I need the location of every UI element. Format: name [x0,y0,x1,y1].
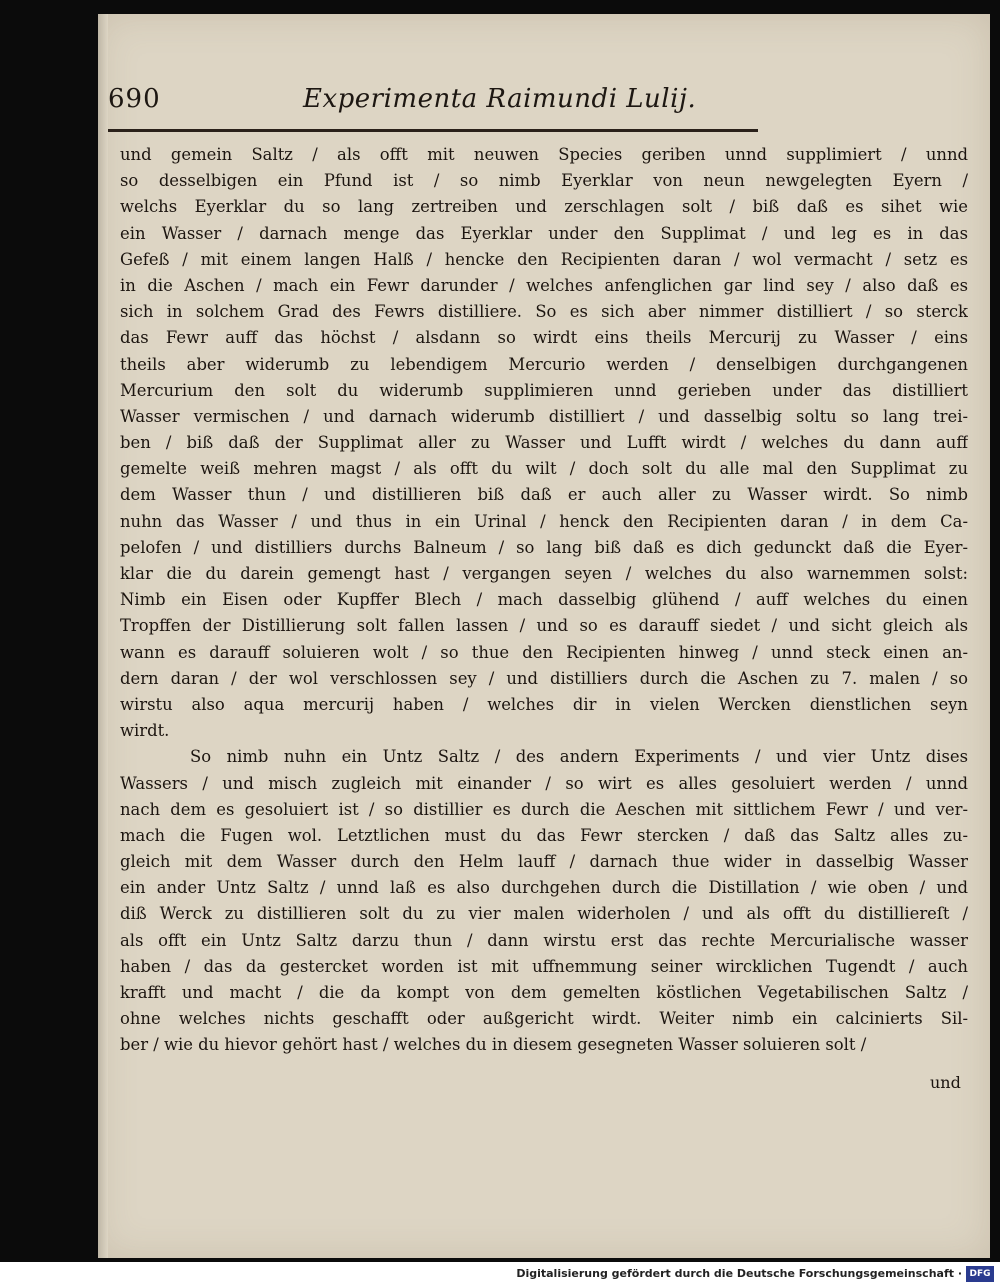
text-line: wirdt. [120,721,170,741]
text-line: nach dem es gesoluiert ist / so distillier es durch die Aeschen mit sittlichem Fewr / und ver- [120,799,968,819]
text-line: nuhn das Wasser / und thus in ein Urinal / henck den Recipienten daran / in dem Ca- [120,511,968,531]
body-text [120,142,968,1059]
page-number: 690 [108,84,161,114]
text-line: ein Wasser / darnach menge das Eyerklar under den Supplimat / und leg es in das [120,223,968,243]
text-line: ben / biß daß der Supplimat aller zu Wasser und Lufft wirdt / welches du dann auff [120,433,968,453]
text-line: Gefeß / mit einem langen Halß / hencke den Recipienten daran / wol vermacht / setz es [120,249,968,269]
text-line: ein ander Untz Saltz / unnd laß es also durchgehen durch die Distillation / wie oben / und [120,878,968,898]
text-line: und gemein Saltz / als offt mit neuwen Species geriben unnd supplimiert / unnd [120,145,968,164]
text-line: Wassers / und misch zugleich mit einander / so wirt es alles gesoluiert werden / unnd [120,773,968,793]
text-line: in die Aschen / mach ein Fewr darunder / welches anfenglichen gar lind sey / also daß es [120,275,968,295]
text-line: dem Wasser thun / und distillieren biß daß er auch aller zu Wasser wirdt. So nimb [120,485,968,505]
text-line: welchs Eyerklar du so lang zertreiben und zerschlagen solt / biß daß es sihet wie [120,197,968,217]
text-line: pelofen / und distilliers durchs Balneum / so lang biß daß es dich gedunckt daß die Eyer- [120,537,968,557]
text-line: wann es darauff soluieren wolt / so thue den Recipienten hinweg / unnd steck einen an- [120,642,968,662]
funding-notice: Digitalisierung gefördert durch die Deutsche Forschungsgemeinschaft · [516,1267,962,1280]
text-line: Tropffen der Distillierung solt fallen lassen / und so es darauff siedet / und sicht gleich als [120,616,968,636]
header-rule [108,129,758,132]
text-line: mach die Fugen wol. Letztlichen must du das Fewr stercken / daß das Saltz alles zu- [120,825,968,845]
text-line: so desselbigen ein Pfund ist / so nimb Eyerklar von neun newgelegten Eyern / [120,171,968,191]
text-line: Wasser vermischen / und darnach widerumb distilliert / und dasselbig soltu so lang trei- [120,406,968,426]
text-line: klar die du darein gemengt hast / vergangen seyen / welches du also warnemmen solst: [120,564,968,583]
text-line: ber / wie du hievor gehört hast / welches du in diesem gesegneten Wasser soluieren solt / [120,1035,867,1055]
text-line: haben / das da gestercket worden ist mit uffnemmung seiner wircklichen Tugendt / auch [120,956,968,976]
text-line: theils aber widerumb zu lebendigem Mercurio werden / denselbigen durchgangenen [120,354,968,374]
text-line: gemelte weiß mehren magst / als offt du wilt / doch solt du alle mal den Supplimat zu [120,459,968,479]
text-line: wirstu also aqua mercurij haben / welches dir in vielen Wercken dienstlichen seyn [120,694,968,714]
text-line: sich in solchem Grad des Fewrs distilliere. So es sich aber nimmer distilliert / so sterck [120,302,968,322]
text-line: krafft und macht / die da kompt von dem gemelten köstlichen Vegetabilischen Saltz / [120,983,968,1002]
text-line: als offt ein Untz Saltz darzu thun / dann wirstu erst das rechte Mercurialische wasser [120,930,968,950]
text-line: Nimb ein Eisen oder Kupffer Blech / mach dasselbig glühend / auff welches du einen [120,590,968,610]
text-line: diß Werck zu distillieren solt du zu vier malen widerholen / und als offt du distilliereſt / [120,904,968,924]
text-line: So nimb nuhn ein Untz Saltz / des andern Experiments / und vier Untz dises [190,747,968,767]
catchword: und [930,1073,961,1092]
dfg-logo-icon: DFG [966,1266,994,1282]
text-line: Mercurium den solt du widerumb supplimieren unnd gerieben under das distilliert [120,380,968,400]
text-line: das Fewr auff das höchst / alsdann so wirdt eins theils Mercurij zu Wasser / eins [120,328,968,348]
page-gutter-shadow [98,14,108,1258]
text-line: ohne welches nichts geschafft oder außgericht wirdt. Weiter nimb ein calcinierts Sil- [120,1009,968,1029]
running-head: Experimenta Raimundi Lulij. [303,84,697,114]
text-line: dern daran / der wol verschlossen sey / und distilliers durch die Aschen zu 7. malen / so [120,668,968,688]
digitization-footer [0,1262,1000,1287]
page-header [108,76,748,126]
text-line: gleich mit dem Wasser durch den Helm lauff / darnach thue wider in dasselbig Wasser [120,852,968,872]
